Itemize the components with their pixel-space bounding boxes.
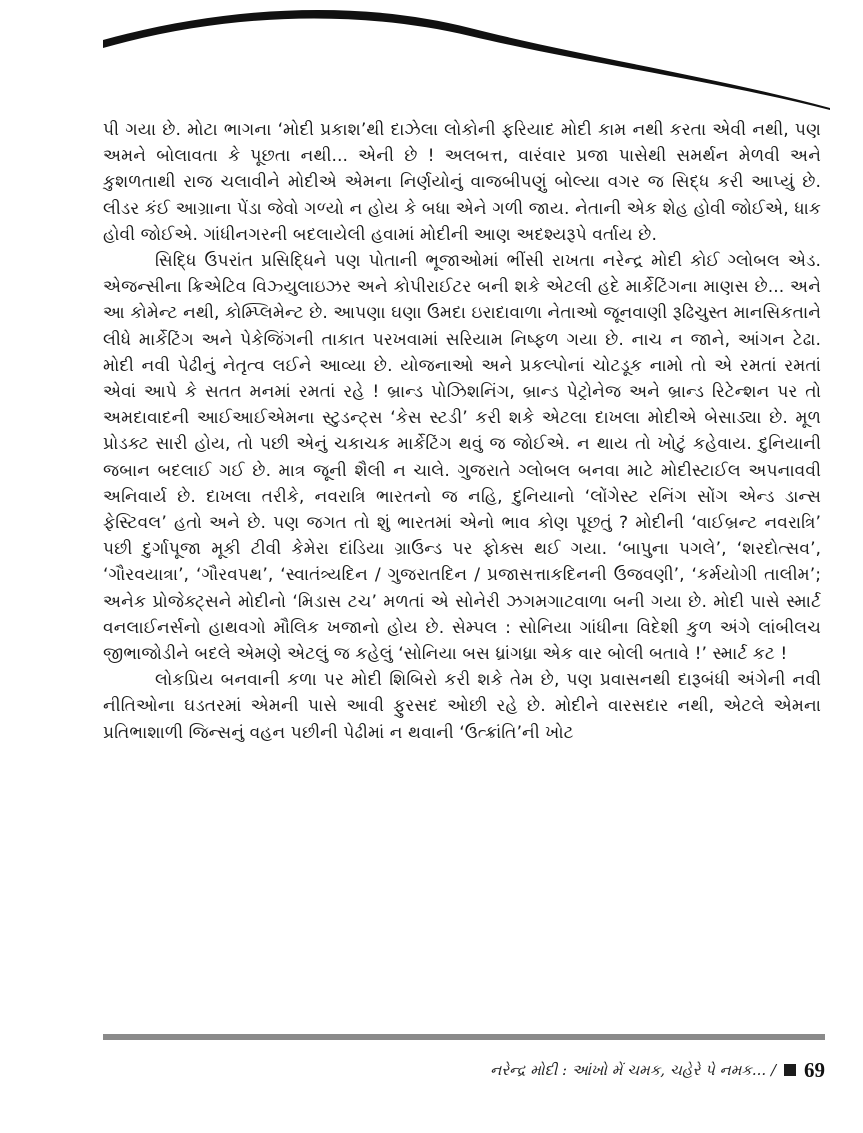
top-wave-decoration [0,0,863,130]
page-footer [345,1056,825,1084]
paragraph-1: પી ગયા છે. મોટા ભાગના ‘મોદી પ્રકાશ’થી દાઝેલા લોકોની ફરિયાદ મોદી કામ નથી કરતા એવી નથી, પણ અમને બોલાવતા કે પૂછતા નથી... એની છે ! અલબત્ત, વારંવાર પ્રજા પાસેથી સમર્થન મેળવી અને કુશળતાથી રાજ ચલાવીને મોદીએ એમના નિર્ણયોનું વાજબીપણું બોલ્યા વગર જ સિદ્ધ કરી આપ્યું છે. લીડર કંઈ આગ્રાના પેંડા જેવો ગળ્યો ન હોય કે બધા એને ગળી જાય. નેતાની એક શેહ હોવી જોઈએ, ધાક હોવી જોઈએ. ગાંધીનગરની બદલાયેલી હવામાં મોદીની આણ અદશ્યરૂપે વર્તાય છે. [103,120,821,245]
paragraph-3: લોકપ્રિય બનવાની કળા પર મોદી શિબિરો કરી શકે તેમ છે, પણ પ્રવાસનથી દારૂબંધી અંગેની નવી નીતિઓના ઘડતરમાં એમની પાસે આવી ફુરસદ ઓછી રહે છે. મોદીને વારસદાર નથી, એટલે એમના પ્રતિભાશાળી જિન્સનું વહન પછીની પેઢીમાં ન થવાની ‘ઉત્ક્રાંતિ’ની ખોટ [103,670,821,743]
body-text [103,117,821,746]
square-bullet-icon [784,1064,796,1076]
page-number: 69 [804,1057,825,1082]
paragraph-2: સિદ્ધિ ઉપરાંત પ્રસિદ્ધિને પણ પોતાની ભૂજાઓમાં ભીંસી રાખતા નરેન્દ્ર મોદી કોઈ ગ્લોબલ એડ. એજન્સીના ક્રિએટિવ વિઝ્યુલાઇઝર અને કોપીરાઈટર બની શકે એટલી હદે માર્કેટિંગના માણસ છે... અને આ કોમેન્ટ નથી, કોમ્પ્લિમેન્ટ છે. આપણા ઘણા ઉમદા ઇરાદાવાળા નેતાઓ જૂનવાણી રૂઢિચુસ્ત માનસિકતાને લીધે માર્કેટિંગ અને પેકેજિંગની તાકાત પરખવામાં સરિયામ નિષ્ફળ ગયા છે. નાચ ન જાને, આંગન ટેઢા. મોદી નવી પેઢીનું નેતૃત્વ લઈને આવ્યા છે. યોજનાઓ અને પ્રકલ્પોનાં ચોટડૂક નામો તો એ રમતાં રમતાં એવાં આપે કે સતત મનમાં રમતાં રહે ! બ્રાન્ડ પોઝિશનિંગ, બ્રાન્ડ પેટ્રોનેજ અને બ્રાન્ડ રિટેન્શન પર તો અમદાવાદની આઈઆઈએમના સ્ટુડન્ટ્સ ‘કેસ સ્ટડી’ કરી શકે એટલા દાખલા મોદીએ બેસાડ્યા છે. મૂળ પ્રોડક્ટ સારી હોય, તો પછી એનું ચકાચક માર્કેટિંગ થવું જ જોઈએ. ન થાય તો ખોટું કહેવાય. દુનિયાની જબાન બદલાઈ ગઈ છે. માત્ર જૂની શૈલી ન ચાલે. ગુજરાતે ગ્લોબલ બનવા માટે મોદીસ્ટાઈલ અપનાવવી અનિવાર્ય છે. દાખલા તરીકે, નવરાત્રિ ભારતનો જ નહિ, દુનિયાનો ‘લોંગેસ્ટ રનિંગ સોંગ એન્ડ ડાન્સ ફેસ્ટિવલ’ હતો અને છે. પણ જગત તો શું ભારતમાં એનો ભાવ કોણ પૂછતું ? મોદીની ‘વાઈબ્રન્ટ નવરાત્રિ’ પછી દુર્ગાપૂજા મૂકી ટીવી કેમેરા દાંડિયા ગ્રાઉન્ડ પર ફોક્સ થઈ ગયા. ‘બાપુના પગલે’, ‘શરદોત્સવ’, ‘ગૌરવયાત્રા’, ‘ગૌરવપથ’, ‘સ્વાતંત્ર્યદિન / ગુજરાતદિન / પ્રજાસત્તાકદિનની ઉજવણી’, ‘કર્મયોગી તાલીમ’; અનેક પ્રોજેક્ટ્સને મોદીનો ‘મિડાસ ટચ’ મળતાં એ સોનેરી ઝગમગાટવાળા બની ગયા છે. મોદી પાસે સ્માર્ટ વનલાઈનર્સનો હાથવગો મૌલિક ખજાનો હોય છે. સેમ્પલ : સોનિયા ગાંધીના વિદેશી કુળ અંગે લાંબીલચ જીભાજોડીને બદલે એમણે એટલું જ કહેલું ‘સોનિયા બસ ધ્રાંગધ્રા એક વાર બોલી બતાવે !’ સ્માર્ટ કટ ! [103,251,821,665]
footer-rule [103,1034,825,1040]
running-title: નરેન્દ્ર મોદી : આંખો મેં ચમક, ચહેરે પે નમક... / [490,1061,776,1079]
